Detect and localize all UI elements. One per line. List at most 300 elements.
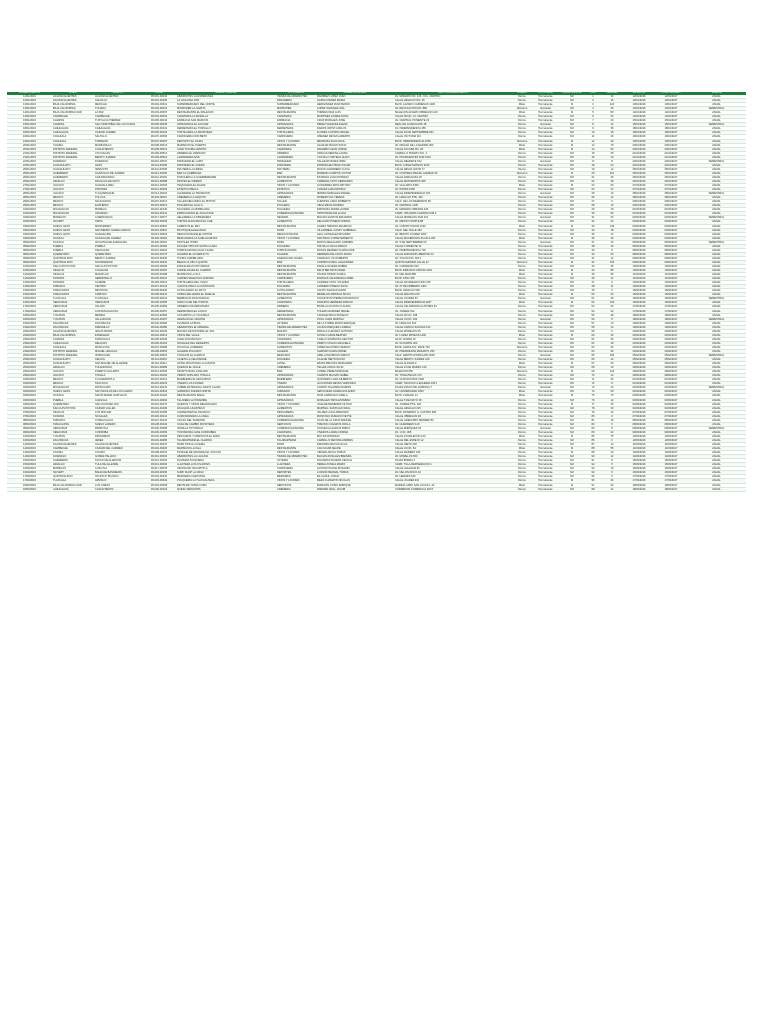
table-cell: ESPINOZA PARRA JAVIER: [316, 208, 394, 212]
table-cell: 06-032-00085: [142, 325, 176, 329]
table-cell: 14/01/2016: [7, 111, 52, 115]
table-cell: 16/02/2017: [655, 301, 687, 305]
table-cell: 26/02/2017: [655, 366, 687, 370]
table-cell: 8: [601, 317, 623, 321]
table-cell: ANUAL: [687, 406, 746, 410]
table-cell: 06-019-00522: [142, 232, 176, 236]
table-cell: Permanente: [532, 374, 559, 378]
table-cell: 70: [601, 143, 623, 147]
table-cell: CASA DE CAMBIO FRONTERA: [176, 422, 276, 426]
table-cell: ANUAL: [687, 479, 746, 483]
table-cell: TLAXCALA: [52, 479, 94, 483]
table-cell: 06-025-00189: [142, 410, 176, 414]
table-cell: 20: [601, 305, 623, 309]
table-cell: 8: [601, 471, 623, 475]
table-cell: FRESNILLO: [94, 325, 142, 329]
table-cell: CURIOSIDADES LA LINEA: [176, 414, 276, 418]
table-cell: 05/02/2016: [623, 244, 655, 248]
table-cell: 04/02/2017: [655, 236, 687, 240]
table-cell: BLVD. INDEPENDENCIA 1550: [394, 139, 512, 143]
table-cell: SEMESTRAL: [687, 159, 746, 163]
table-cell: 14/03/2016: [7, 451, 52, 455]
table-cell: 20: [601, 479, 623, 483]
table-cell: NO: [559, 390, 585, 394]
table-cell: 140: [601, 224, 623, 228]
table-cell: 01/02/2016: [623, 212, 655, 216]
table-cell: ARTESANIAS: [276, 317, 316, 321]
table-cell: SI: [559, 394, 585, 398]
table-cell: JUCHITAN DE ZARAGOZA: [94, 240, 142, 244]
table-cell: ARTESANIAS: [276, 386, 316, 390]
table-cell: NO: [559, 414, 585, 418]
table-cell: VINOS DEL VALLE: [176, 333, 276, 337]
table-cell: 12: [601, 256, 623, 260]
table-cell: 14: [601, 325, 623, 329]
table-cell: AGUASCALIENTES: [52, 95, 94, 99]
table-cell: NO: [559, 366, 585, 370]
table-cell: 06-015-00314: [142, 378, 176, 382]
table-cell: 14/03/2017: [655, 451, 687, 455]
table-cell: 18/02/2016: [7, 313, 52, 317]
table-cell: GUTIERREZ RIOS ARTURO: [316, 184, 394, 188]
table-cell: ANUAL: [687, 438, 746, 442]
table-cell: 52: [585, 301, 601, 305]
table-cell: TEXTILES ISTMO: [176, 240, 276, 244]
table-cell: AGUASCALIENTES: [52, 443, 94, 447]
table-cell: Permanente: [532, 438, 559, 442]
table-cell: 30: [601, 297, 623, 301]
column-header: VIGENCIA: [687, 92, 746, 95]
table-cell: VINOS Y LICORES: [276, 402, 316, 406]
table-cell: JESUS MARIA: [94, 329, 142, 333]
table-cell: SI: [559, 184, 585, 188]
table-cell: Mixto: [512, 447, 532, 451]
table-cell: SI: [559, 451, 585, 455]
table-cell: RESTAURANTE: [276, 273, 316, 277]
table-cell: AGUASCALIENTES: [94, 443, 142, 447]
table-cell: NO: [559, 123, 585, 127]
table-cell: 02/02/2017: [655, 216, 687, 220]
table-cell: CANTU SALINAS DAVID: [316, 289, 394, 293]
table-cell: CALLE 16 DE SEPTIEMBRE 901: [394, 131, 512, 135]
table-cell: CARRILLO DEVORA ANDRES: [316, 438, 394, 442]
table-cell: 92: [585, 463, 601, 467]
table-cell: 06-009-00515: [142, 349, 176, 353]
table-cell: 50: [585, 293, 601, 297]
table-cell: QUERETARO: [52, 252, 94, 256]
table-cell: CALLE 21 DE MARZO 140: [394, 366, 512, 370]
table-cell: CARNICERIA DON BETO: [176, 135, 276, 139]
table-cell: TIJUANA: [94, 107, 142, 111]
table-cell: 07/03/2016: [7, 414, 52, 418]
table-cell: Permanente: [532, 345, 559, 349]
table-cell: CALLE REVOLUCION 77: [394, 167, 512, 171]
table-cell: APIZACO: [94, 479, 142, 483]
table-cell: RESTAURANTE: [276, 313, 316, 317]
table-cell: 16/03/2017: [655, 467, 687, 471]
table-cell: SONORA: [52, 277, 94, 281]
table-cell: CARNICERIA: [276, 277, 316, 281]
table-cell: AV. 1 NO. 305: [394, 430, 512, 434]
table-cell: VALDEZ LUGO ARMANDO: [316, 410, 394, 414]
table-cell: 27/01/2016: [7, 184, 52, 188]
table-cell: HAMACAS EL CENOTE: [176, 317, 276, 321]
table-cell: TACOS EL ACERERO: [176, 345, 276, 349]
table-cell: ANUAL: [687, 127, 746, 131]
table-cell: Permanente: [532, 171, 559, 175]
table-cell: 67: [585, 362, 601, 366]
table-cell: 10/03/2017: [655, 438, 687, 442]
table-cell: 24/02/2016: [623, 345, 655, 349]
table-cell: 8: [601, 382, 623, 386]
table-cell: 15/01/2016: [7, 123, 52, 127]
table-cell: TEHUACAN: [94, 248, 142, 252]
table-cell: ANUAL: [687, 293, 746, 297]
table-cell: RENTA DE YATES CABO: [176, 483, 276, 487]
table-cell: Diurno: [512, 309, 532, 313]
table-cell: NO: [559, 244, 585, 248]
table-cell: ZAVALA OLVERA RUBEN: [316, 264, 394, 268]
table-cell: Permanente: [532, 418, 559, 422]
table-cell: Permanente: [532, 151, 559, 155]
table-cell: ESPARZA MACIAS OLGA: [316, 443, 394, 447]
table-cell: 29/02/2016: [7, 374, 52, 378]
table-cell: NO: [559, 135, 585, 139]
table-cell: Eventual: [532, 317, 559, 321]
table-cell: CORREDOR COMERCIAL KM 8: [394, 487, 512, 491]
table-cell: 85: [585, 434, 601, 438]
table-cell: LIBRERIA: [276, 305, 316, 309]
table-cell: SI: [559, 103, 585, 107]
table-cell: Diurno: [512, 471, 532, 475]
table-cell: ANUAL: [687, 451, 746, 455]
table-cell: 06-014-00403: [142, 188, 176, 192]
table-cell: GARZA TREVINO MAURICIO: [316, 224, 394, 228]
table-cell: 8: [601, 426, 623, 430]
table-cell: SI: [559, 111, 585, 115]
table-cell: AGUASCALIENTES: [52, 99, 94, 103]
table-cell: 25: [601, 107, 623, 111]
table-cell: Diurno: [512, 232, 532, 236]
table-cell: 08/03/2017: [655, 422, 687, 426]
table-cell: Mixto: [512, 301, 532, 305]
table-cell: 6: [601, 475, 623, 479]
table-cell: 19/01/2017: [655, 139, 687, 143]
table-cell: VALLADOLID: [94, 317, 142, 321]
column-header: HORARIO: [512, 92, 532, 95]
table-cell: 08/02/2016: [7, 248, 52, 252]
table-cell: Diurno: [512, 196, 532, 200]
table-cell: TOURS CARIBE AZUL: [176, 256, 276, 260]
table-cell: 28/01/2016: [7, 196, 52, 200]
table-cell: 12: [601, 358, 623, 362]
table-cell: Diurno: [512, 240, 532, 244]
table-cell: Diurno: [512, 386, 532, 390]
table-body: [7, 95, 746, 491]
table-cell: ANUAL: [687, 179, 746, 183]
table-cell: CALZ. DEL VALLE 400: [394, 228, 512, 232]
table-cell: ALVAREZ COTA YOLANDA: [316, 281, 394, 285]
table-cell: 12: [601, 398, 623, 402]
table-cell: DISTRITO FEDERAL: [52, 147, 94, 151]
table-cell: MORELOS: [52, 467, 94, 471]
table-cell: 21/01/2017: [655, 155, 687, 159]
table-cell: ANUAL: [687, 366, 746, 370]
table-cell: 33: [585, 224, 601, 228]
table-cell: 23/02/2016: [7, 341, 52, 345]
table-cell: MACIAS ROSALES BRENDA: [316, 455, 394, 459]
table-cell: VERACRUZ: [94, 301, 142, 305]
table-cell: Permanente: [532, 285, 559, 289]
table-cell: NO: [559, 345, 585, 349]
table-cell: 14/03/2016: [7, 455, 52, 459]
table-cell: 11/02/2017: [655, 277, 687, 281]
table-cell: 40: [585, 252, 601, 256]
table-cell: 16/03/2017: [655, 471, 687, 475]
table-cell: GUANAJUATO: [52, 362, 94, 366]
table-cell: CUERNAVACA: [94, 216, 142, 220]
table-cell: 70: [585, 374, 601, 378]
table-cell: NO: [559, 115, 585, 119]
column-header: ULTIMO REFRENDO: [655, 92, 687, 95]
table-cell: Diurno: [512, 455, 532, 459]
table-cell: ANUAL: [687, 277, 746, 281]
table-cell: Permanente: [532, 430, 559, 434]
table-cell: Eventual: [532, 386, 559, 390]
table-cell: CALLE GARCIA SALINAS 104: [394, 325, 512, 329]
table-cell: 29/02/2016: [7, 370, 52, 374]
table-cell: 06-026-00210: [142, 277, 176, 281]
table-cell: VERACRUZ: [52, 301, 94, 305]
table-cell: 06-007-00068: [142, 345, 176, 349]
table-cell: CAFETERIA: [276, 115, 316, 119]
table-cell: Nocturno: [512, 260, 532, 264]
table-cell: 06-014-00404: [142, 192, 176, 196]
table-cell: 06-009-00516: [142, 354, 176, 358]
table-cell: 29/01/2016: [623, 204, 655, 208]
table-cell: ANUAL: [687, 467, 746, 471]
table-cell: 24: [585, 188, 601, 192]
table-cell: NOGALES DEL DESIERTO: [176, 341, 276, 345]
table-cell: CALLE ADUANA 215: [394, 293, 512, 297]
table-cell: 21/01/2016: [623, 151, 655, 155]
table-cell: FERRETERIA EL GOLFO: [176, 309, 276, 313]
table-cell: 06-006-00104: [142, 487, 176, 491]
table-cell: 06-020-00119: [142, 240, 176, 244]
table-cell: Permanente: [532, 341, 559, 345]
table-cell: 14: [601, 277, 623, 281]
table-cell: Mixto: [512, 273, 532, 277]
table-cell: DULCERIA: [276, 285, 316, 289]
table-cell: PUERTO VALLARTA: [94, 370, 142, 374]
table-cell: 24/02/2017: [655, 345, 687, 349]
table-cell: XOCHITIOTZI PEREZ FRANCISCO: [316, 297, 394, 301]
table-cell: AV. MADERO ORIENTE 440: [394, 208, 512, 212]
table-cell: Permanente: [532, 455, 559, 459]
table-cell: 10: [601, 321, 623, 325]
table-cell: Permanente: [532, 487, 559, 491]
table-cell: BAR LA QUEBRADA: [176, 171, 276, 175]
table-cell: AV. COSTERA MIGUEL ALEMAN 40: [394, 171, 512, 175]
table-cell: NO: [559, 167, 585, 171]
table-cell: ROPA TIPICA LA FERIA: [176, 443, 276, 447]
table-cell: GUADALAJARA: [94, 184, 142, 188]
table-cell: ANUAL: [687, 155, 746, 159]
table-cell: SUPERMERCADO DEL NORTE: [176, 103, 276, 107]
table-cell: Diurno: [512, 244, 532, 248]
table-cell: NAYARIT: [52, 471, 94, 475]
table-cell: ANUAL: [687, 236, 746, 240]
table-cell: NO: [559, 99, 585, 103]
table-cell: 18/03/2016: [623, 483, 655, 487]
table-cell: TOSTADORA CAFE CORDOBES: [176, 430, 276, 434]
table-cell: 25/01/2016: [623, 171, 655, 175]
table-cell: Permanente: [532, 188, 559, 192]
column-header: EXPEDICION: [623, 92, 655, 95]
spreadsheet-document: [7, 92, 746, 492]
table-cell: ANUAL: [687, 151, 746, 155]
table-cell: MENDOZA SILVA RAUL: [316, 139, 394, 143]
table-cell: NO: [559, 305, 585, 309]
table-cell: NO: [559, 151, 585, 155]
table-cell: 25/02/2016: [623, 354, 655, 358]
table-cell: Permanente: [532, 163, 559, 167]
table-cell: ANUAL: [687, 103, 746, 107]
table-cell: Diurno: [512, 95, 532, 99]
table-cell: FLORES CASTRO MIGUEL: [316, 131, 394, 135]
table-cell: XOCHIHUA GARCIA PABLO: [316, 426, 394, 430]
table-cell: Permanente: [532, 443, 559, 447]
table-cell: CALLE GALEANA 90: [394, 467, 512, 471]
table-cell: ANUAL: [687, 325, 746, 329]
table-cell: CREMERIA: [276, 366, 316, 370]
table-cell: IRAPUATO: [94, 167, 142, 171]
table-cell: Permanente: [532, 479, 559, 483]
table-cell: SI: [559, 260, 585, 264]
table-cell: Diurno: [512, 317, 532, 321]
table-cell: SINALOA: [52, 273, 94, 277]
table-cell: 12: [601, 167, 623, 171]
table-cell: 08/03/2016: [623, 418, 655, 422]
table-cell: Permanente: [532, 358, 559, 362]
table-cell: 04/02/2016: [623, 232, 655, 236]
table-cell: 24/02/2016: [7, 345, 52, 349]
table-cell: 12/02/2016: [7, 285, 52, 289]
table-cell: Nocturno: [512, 139, 532, 143]
table-cell: Permanente: [532, 467, 559, 471]
table-cell: AV. CARRANZA 510: [394, 264, 512, 268]
table-cell: SPORTS BAR LA PALAPA: [176, 370, 276, 374]
table-cell: CRUZ MORALES JOSE: [316, 119, 394, 123]
table-cell: CREMERIA: [276, 487, 316, 491]
table-cell: 06-014-00405: [142, 370, 176, 374]
table-cell: 56: [585, 317, 601, 321]
table-cell: ANUAL: [687, 434, 746, 438]
table-cell: ANUAL: [687, 111, 746, 115]
table-cell: CAMPECHE: [94, 115, 142, 119]
table-cell: 11/03/2016: [623, 443, 655, 447]
table-cell: 06-028-00240: [142, 289, 176, 293]
table-cell: 30: [601, 483, 623, 487]
table-cell: 1: [585, 95, 601, 99]
table-cell: ANUAL: [687, 200, 746, 204]
table-cell: TAMAULIPAS: [52, 422, 94, 426]
table-cell: VINOS Y LICORES: [276, 479, 316, 483]
table-cell: 10/02/2016: [623, 264, 655, 268]
table-cell: FIGUEROA NAJERA CECILIA: [316, 459, 394, 463]
table-cell: 14/01/2016: [623, 111, 655, 115]
table-cell: 49: [585, 289, 601, 293]
table-cell: Permanente: [532, 135, 559, 139]
table-cell: ECATEPEC: [94, 204, 142, 208]
table-cell: HERNANDEZ RUIZ PEDRO: [316, 103, 394, 107]
table-cell: Permanente: [532, 147, 559, 151]
table-cell: 01/03/2016: [623, 378, 655, 382]
table-cell: NAUCALPAN: [94, 200, 142, 204]
table-cell: Permanente: [532, 402, 559, 406]
table-cell: RESTAURANTE BAHIA: [176, 394, 276, 398]
table-cell: SOLIDARIDAD: [94, 260, 142, 264]
table-cell: CALLE MORELOS SUR 210: [394, 216, 512, 220]
table-cell: NO: [559, 196, 585, 200]
table-cell: 17/03/2016: [623, 479, 655, 483]
table-cell: BONILLA ACOSTA CLAUDIA: [316, 305, 394, 309]
table-cell: Diurno: [512, 438, 532, 442]
table-cell: Permanente: [532, 362, 559, 366]
table-cell: 16: [601, 135, 623, 139]
table-cell: VIVERO: [276, 382, 316, 386]
table-cell: TOLUCA: [94, 196, 142, 200]
table-cell: ALIMENTOS: [276, 297, 316, 301]
table-cell: Eventual: [532, 354, 559, 358]
table-cell: 06-002-00011: [142, 103, 176, 107]
table-cell: POLLERIA EL GALLO: [176, 204, 276, 208]
table-cell: CAMPECHE: [52, 115, 94, 119]
table-cell: ANUAL: [687, 99, 746, 103]
table-cell: HIDALGO: [52, 179, 94, 183]
table-cell: ANUAL: [687, 329, 746, 333]
table-cell: QUINTANA ROO: [52, 260, 94, 264]
table-cell: YUCATAN: [52, 313, 94, 317]
table-cell: MARINA CABO SAN LUCAS L-12: [394, 483, 512, 487]
table-cell: 23/02/2016: [7, 337, 52, 341]
table-cell: 08/02/2017: [655, 252, 687, 256]
table-cell: 13/01/2016: [7, 103, 52, 107]
table-cell: SAN LUIS POTOSI: [52, 264, 94, 268]
table-cell: Diurno: [512, 321, 532, 325]
table-cell: Diurno: [512, 382, 532, 386]
table-cell: MOLINO DE NIXTAMAL EL SOL: [176, 329, 276, 333]
table-cell: ARTESANIAS: [276, 192, 316, 196]
table-cell: 11/02/2016: [7, 273, 52, 277]
table-cell: 12: [601, 455, 623, 459]
table-cell: CALLE HIDALGO 215: [394, 406, 512, 410]
table-cell: 11/03/2017: [655, 447, 687, 451]
table-cell: NAVARRO LEON JORGE: [316, 147, 394, 151]
table-cell: 13/01/2016: [7, 107, 52, 111]
table-cell: 16/02/2016: [7, 297, 52, 301]
table-cell: 06-030-00459: [142, 430, 176, 434]
table-cell: MATUS REGALADO CARMEN: [316, 240, 394, 244]
table-cell: MARISCOS LA OLA: [176, 273, 276, 277]
table-cell: ANUAL: [687, 313, 746, 317]
table-cell: Diurno: [512, 410, 532, 414]
table-cell: TALABARTERIA EL CHARRO: [176, 438, 276, 442]
table-cell: MUEBLERIA EL DESCANSO: [176, 378, 276, 382]
table-cell: 72: [585, 382, 601, 386]
table-cell: ANUAL: [687, 224, 746, 228]
table-cell: CHOLULA: [94, 398, 142, 402]
